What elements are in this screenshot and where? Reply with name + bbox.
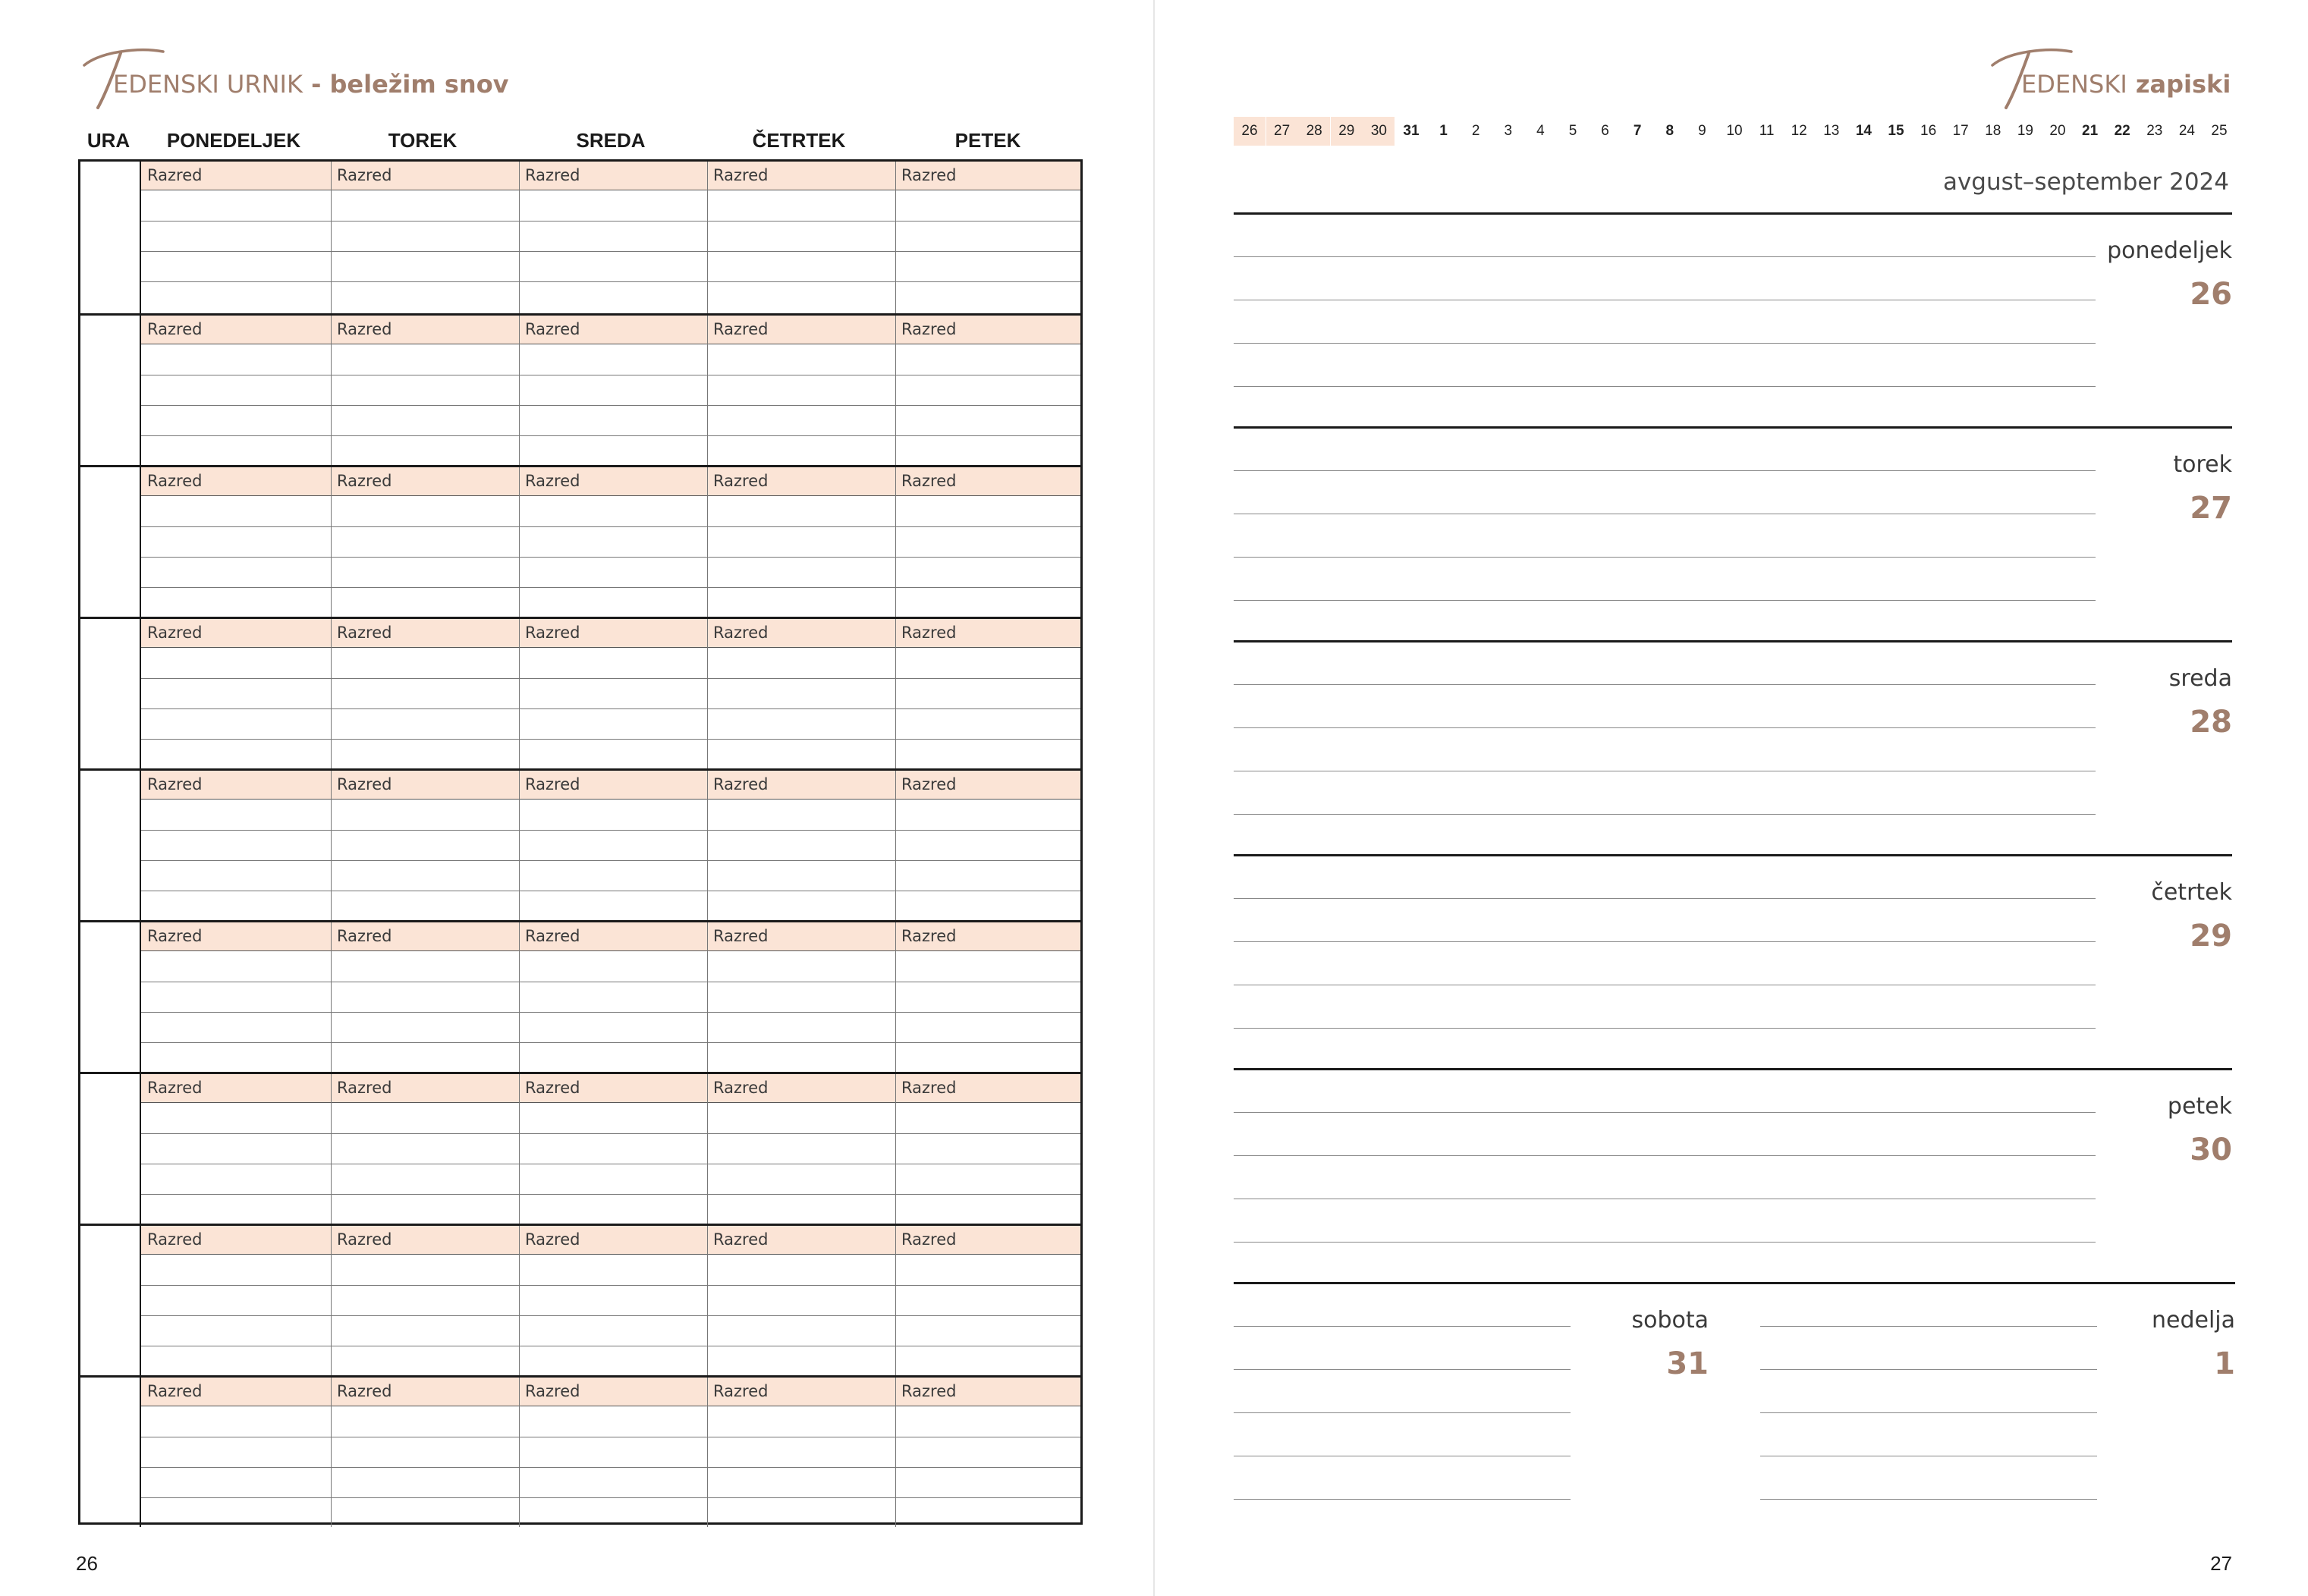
column-divider [707, 467, 708, 617]
day-number: 27 [2190, 491, 2232, 526]
column-divider [519, 922, 520, 1072]
razred-label: Razred [525, 624, 580, 642]
razred-label: Razred [147, 1230, 203, 1249]
razred-label: Razred [525, 166, 580, 184]
ura-cell[interactable] [80, 316, 141, 465]
note-line[interactable] [1234, 684, 2096, 685]
razred-label: Razred [901, 1382, 957, 1400]
calendar-day: 1 [1439, 123, 1448, 139]
writing-row-line [141, 1497, 1080, 1498]
razred-label: Razred [525, 1230, 580, 1249]
column-divider [519, 771, 520, 920]
schedule-title [78, 44, 509, 112]
column-header-ponedeljek: PONEDELJEK [166, 129, 301, 152]
weekend-day-nedelja [1760, 1284, 2235, 1498]
calendar-day: 26 [1234, 117, 1266, 146]
razred-row [141, 922, 1080, 951]
column-divider [707, 1226, 708, 1375]
razred-label: Razred [525, 320, 580, 338]
writing-row-line [141, 251, 1080, 252]
calendar-day: 17 [1952, 123, 1969, 139]
ura-cell[interactable] [80, 162, 141, 313]
razred-label: Razred [147, 472, 203, 490]
razred-row [141, 1378, 1080, 1406]
razred-label: Razred [525, 1079, 580, 1097]
lesson-block [80, 1224, 1080, 1375]
month-label: avgust–september 2024 [1942, 168, 2229, 196]
razred-label: Razred [901, 1230, 957, 1249]
day-name: petek [2167, 1093, 2232, 1120]
day-name: četrtek [2151, 879, 2232, 906]
calendar-day: 11 [1759, 123, 1775, 139]
calendar-day: 27 [1266, 117, 1298, 146]
note-line[interactable] [1234, 941, 2096, 942]
writing-row-line [141, 1467, 1080, 1468]
calendar-day: 3 [1504, 123, 1513, 139]
razred-label: Razred [525, 472, 580, 490]
razred-label: Razred [337, 775, 392, 793]
writing-row-line [141, 708, 1080, 709]
lesson-block [80, 920, 1080, 1072]
razred-label: Razred [525, 1382, 580, 1400]
writing-row-line [141, 739, 1080, 740]
razred-label: Razred [337, 1230, 392, 1249]
razred-row [141, 771, 1080, 800]
day-section-torek [1234, 426, 2232, 640]
writing-row-line [141, 860, 1080, 861]
lesson-block [80, 465, 1080, 617]
column-divider [895, 1226, 896, 1375]
note-line[interactable] [1234, 1412, 1571, 1413]
note-line[interactable] [1234, 256, 2096, 257]
calendar-day: 31 [1403, 123, 1420, 139]
writing-row-line [141, 1285, 1080, 1286]
razred-label: Razred [147, 775, 203, 793]
razred-row [141, 162, 1080, 190]
razred-label: Razred [337, 166, 392, 184]
note-line[interactable] [1234, 1326, 1571, 1327]
calendar-day: 8 [1665, 123, 1674, 139]
note-line[interactable] [1234, 1369, 1571, 1370]
column-divider [707, 1378, 708, 1527]
day-name: sobota [1631, 1307, 1709, 1334]
writing-row-line [141, 1133, 1080, 1134]
note-line[interactable] [1760, 1326, 2097, 1327]
razred-label: Razred [147, 1382, 203, 1400]
note-line[interactable] [1234, 727, 2096, 728]
calendar-day: 16 [1920, 123, 1937, 139]
note-line[interactable] [1234, 557, 2096, 558]
writing-row-line [141, 1012, 1080, 1013]
column-divider [331, 467, 332, 617]
razred-label: Razred [337, 1382, 392, 1400]
note-line[interactable] [1234, 386, 2096, 387]
column-divider [707, 922, 708, 1072]
razred-label: Razred [147, 624, 203, 642]
column-divider [519, 619, 520, 768]
column-divider [331, 162, 332, 313]
razred-label: Razred [337, 624, 392, 642]
writing-row-line [141, 1315, 1080, 1316]
schedule-title-rest: - beležim snov [302, 70, 509, 99]
calendar-day: 20 [2049, 123, 2066, 139]
notes-title [1986, 44, 2229, 112]
calendar-day: 7 [1633, 123, 1642, 139]
calendar-day: 2 [1471, 123, 1480, 139]
razred-label: Razred [147, 1079, 203, 1097]
razred-label: Razred [713, 1079, 769, 1097]
calendar-day: 28 [1298, 117, 1330, 146]
day-name: torek [2173, 451, 2232, 478]
razred-label: Razred [337, 1079, 392, 1097]
calendar-day: 25 [2211, 123, 2228, 139]
calendar-day: 29 [1331, 117, 1363, 146]
column-divider [331, 1226, 332, 1375]
column-divider [519, 1074, 520, 1224]
razred-label: Razred [147, 166, 203, 184]
writing-row-line [141, 405, 1080, 406]
writing-row-line [141, 587, 1080, 588]
ura-cell[interactable] [80, 1074, 141, 1224]
column-header-ura: URA [86, 129, 130, 152]
note-line[interactable] [1234, 600, 2096, 601]
column-divider [519, 1226, 520, 1375]
day-number: 29 [2190, 919, 2232, 954]
right-page [1155, 0, 2308, 1596]
column-divider [331, 619, 332, 768]
razred-label: Razred [147, 320, 203, 338]
lesson-block [80, 1072, 1080, 1224]
ura-cell[interactable] [80, 922, 141, 1072]
column-divider [895, 619, 896, 768]
razred-label: Razred [713, 775, 769, 793]
razred-label: Razred [901, 472, 957, 490]
column-divider [895, 316, 896, 465]
calendar-day: 4 [1536, 123, 1545, 139]
calendar-day: 5 [1568, 123, 1577, 139]
razred-label: Razred [901, 775, 957, 793]
day-number: 30 [2190, 1133, 2232, 1167]
razred-row [141, 316, 1080, 344]
ura-cell[interactable] [80, 619, 141, 768]
razred-row [141, 467, 1080, 496]
column-header-četrtek: ČETRTEK [752, 129, 846, 152]
razred-label: Razred [713, 320, 769, 338]
day-section-ponedeljek [1234, 212, 2232, 426]
calendar-day: 13 [1823, 123, 1840, 139]
writing-row-line [141, 830, 1080, 831]
writing-row-line [141, 435, 1080, 436]
razred-label: Razred [147, 927, 203, 945]
column-divider [707, 162, 708, 313]
lesson-block [80, 617, 1080, 768]
calendar-day: 9 [1698, 123, 1706, 139]
notes-title-rest: zapiski [2127, 70, 2231, 99]
lesson-block [80, 768, 1080, 920]
column-divider [895, 771, 896, 920]
lesson-block [80, 1375, 1080, 1527]
column-divider [519, 1378, 520, 1527]
razred-label: Razred [713, 1230, 769, 1249]
schedule-grid [78, 159, 1083, 1525]
notes-title-caps: EDENSKI [2021, 70, 2127, 99]
note-line[interactable] [1234, 814, 2096, 815]
calendar-day: 21 [2082, 123, 2099, 139]
day-number: 28 [2190, 705, 2232, 740]
day-section-sreda [1234, 640, 2232, 854]
calendar-day: 24 [2178, 123, 2195, 139]
razred-label: Razred [337, 927, 392, 945]
razred-label: Razred [713, 624, 769, 642]
day-section-petek [1234, 1068, 2232, 1282]
column-divider [895, 162, 896, 313]
razred-label: Razred [901, 166, 957, 184]
note-line[interactable] [1234, 1155, 2096, 1156]
writing-row-line [141, 1042, 1080, 1043]
column-divider [331, 771, 332, 920]
column-header-petek: PETEK [954, 129, 1021, 152]
column-divider [331, 316, 332, 465]
writing-row-line [141, 526, 1080, 527]
razred-label: Razred [525, 775, 580, 793]
note-line[interactable] [1760, 1369, 2097, 1370]
calendar-day: 15 [1888, 123, 1904, 139]
column-header-torek: TOREK [388, 129, 458, 152]
ura-cell[interactable] [80, 1226, 141, 1375]
day-name: ponedeljek [2107, 237, 2232, 264]
column-divider [519, 316, 520, 465]
razred-label: Razred [901, 320, 957, 338]
weekend-day-sobota [1234, 1284, 1709, 1498]
day-number: 1 [2214, 1346, 2235, 1381]
calendar-day: 23 [2146, 123, 2163, 139]
razred-label: Razred [713, 166, 769, 184]
day-number: 26 [2190, 277, 2232, 312]
column-divider [707, 771, 708, 920]
calendar-day: 30 [1363, 117, 1395, 146]
day-section-četrtek [1234, 854, 2232, 1068]
column-header-sreda: SREDA [576, 129, 646, 152]
note-line[interactable] [1234, 1028, 2096, 1029]
calendar-day: 6 [1601, 123, 1609, 139]
razred-row [141, 619, 1080, 648]
note-line[interactable] [1234, 470, 2096, 471]
writing-row-line [141, 557, 1080, 558]
razred-label: Razred [901, 624, 957, 642]
day-number: 31 [1666, 1346, 1709, 1381]
note-line[interactable] [1234, 898, 2096, 899]
note-line[interactable] [1234, 1499, 1571, 1500]
weekend-section [1234, 1282, 2235, 1496]
calendar-day: 10 [1726, 123, 1743, 139]
calendar-day: 22 [2114, 123, 2130, 139]
lesson-block [80, 313, 1080, 465]
page-number-left: 26 [76, 1552, 98, 1575]
page-number-right: 27 [2210, 1552, 2232, 1575]
note-line[interactable] [1234, 1112, 2096, 1113]
column-divider [331, 922, 332, 1072]
calendar-day: 14 [1855, 123, 1872, 139]
schedule-title-caps: EDENSKI URNIK [113, 70, 303, 99]
column-divider [519, 467, 520, 617]
razred-row [141, 1074, 1080, 1103]
calendar-day: 19 [2017, 123, 2033, 139]
note-line[interactable] [1234, 1242, 2096, 1243]
column-divider [331, 1378, 332, 1527]
left-page [0, 0, 1153, 1596]
ura-cell[interactable] [80, 1378, 141, 1527]
writing-row-line [141, 281, 1080, 282]
writing-row-line [141, 678, 1080, 679]
day-name: sreda [2168, 665, 2232, 692]
writing-row-line [141, 1194, 1080, 1195]
note-line[interactable] [1760, 1412, 2097, 1413]
razred-row [141, 1226, 1080, 1255]
calendar-day: 12 [1791, 123, 1807, 139]
column-divider [707, 316, 708, 465]
razred-label: Razred [713, 472, 769, 490]
column-divider [519, 162, 520, 313]
razred-label: Razred [337, 320, 392, 338]
razred-label: Razred [337, 472, 392, 490]
column-divider [895, 1378, 896, 1527]
column-divider [331, 1074, 332, 1224]
razred-label: Razred [713, 1382, 769, 1400]
note-line[interactable] [1760, 1499, 2097, 1500]
day-name: nedelja [2151, 1307, 2235, 1334]
lesson-block [80, 162, 1080, 313]
ura-cell[interactable] [80, 771, 141, 920]
column-divider [895, 922, 896, 1072]
column-divider [707, 619, 708, 768]
razred-label: Razred [901, 927, 957, 945]
razred-label: Razred [525, 927, 580, 945]
column-divider [895, 467, 896, 617]
razred-label: Razred [713, 927, 769, 945]
calendar-day: 18 [1985, 123, 2001, 139]
column-divider [895, 1074, 896, 1224]
column-divider [707, 1074, 708, 1224]
ura-cell[interactable] [80, 467, 141, 617]
note-line[interactable] [1234, 343, 2096, 344]
razred-label: Razred [901, 1079, 957, 1097]
